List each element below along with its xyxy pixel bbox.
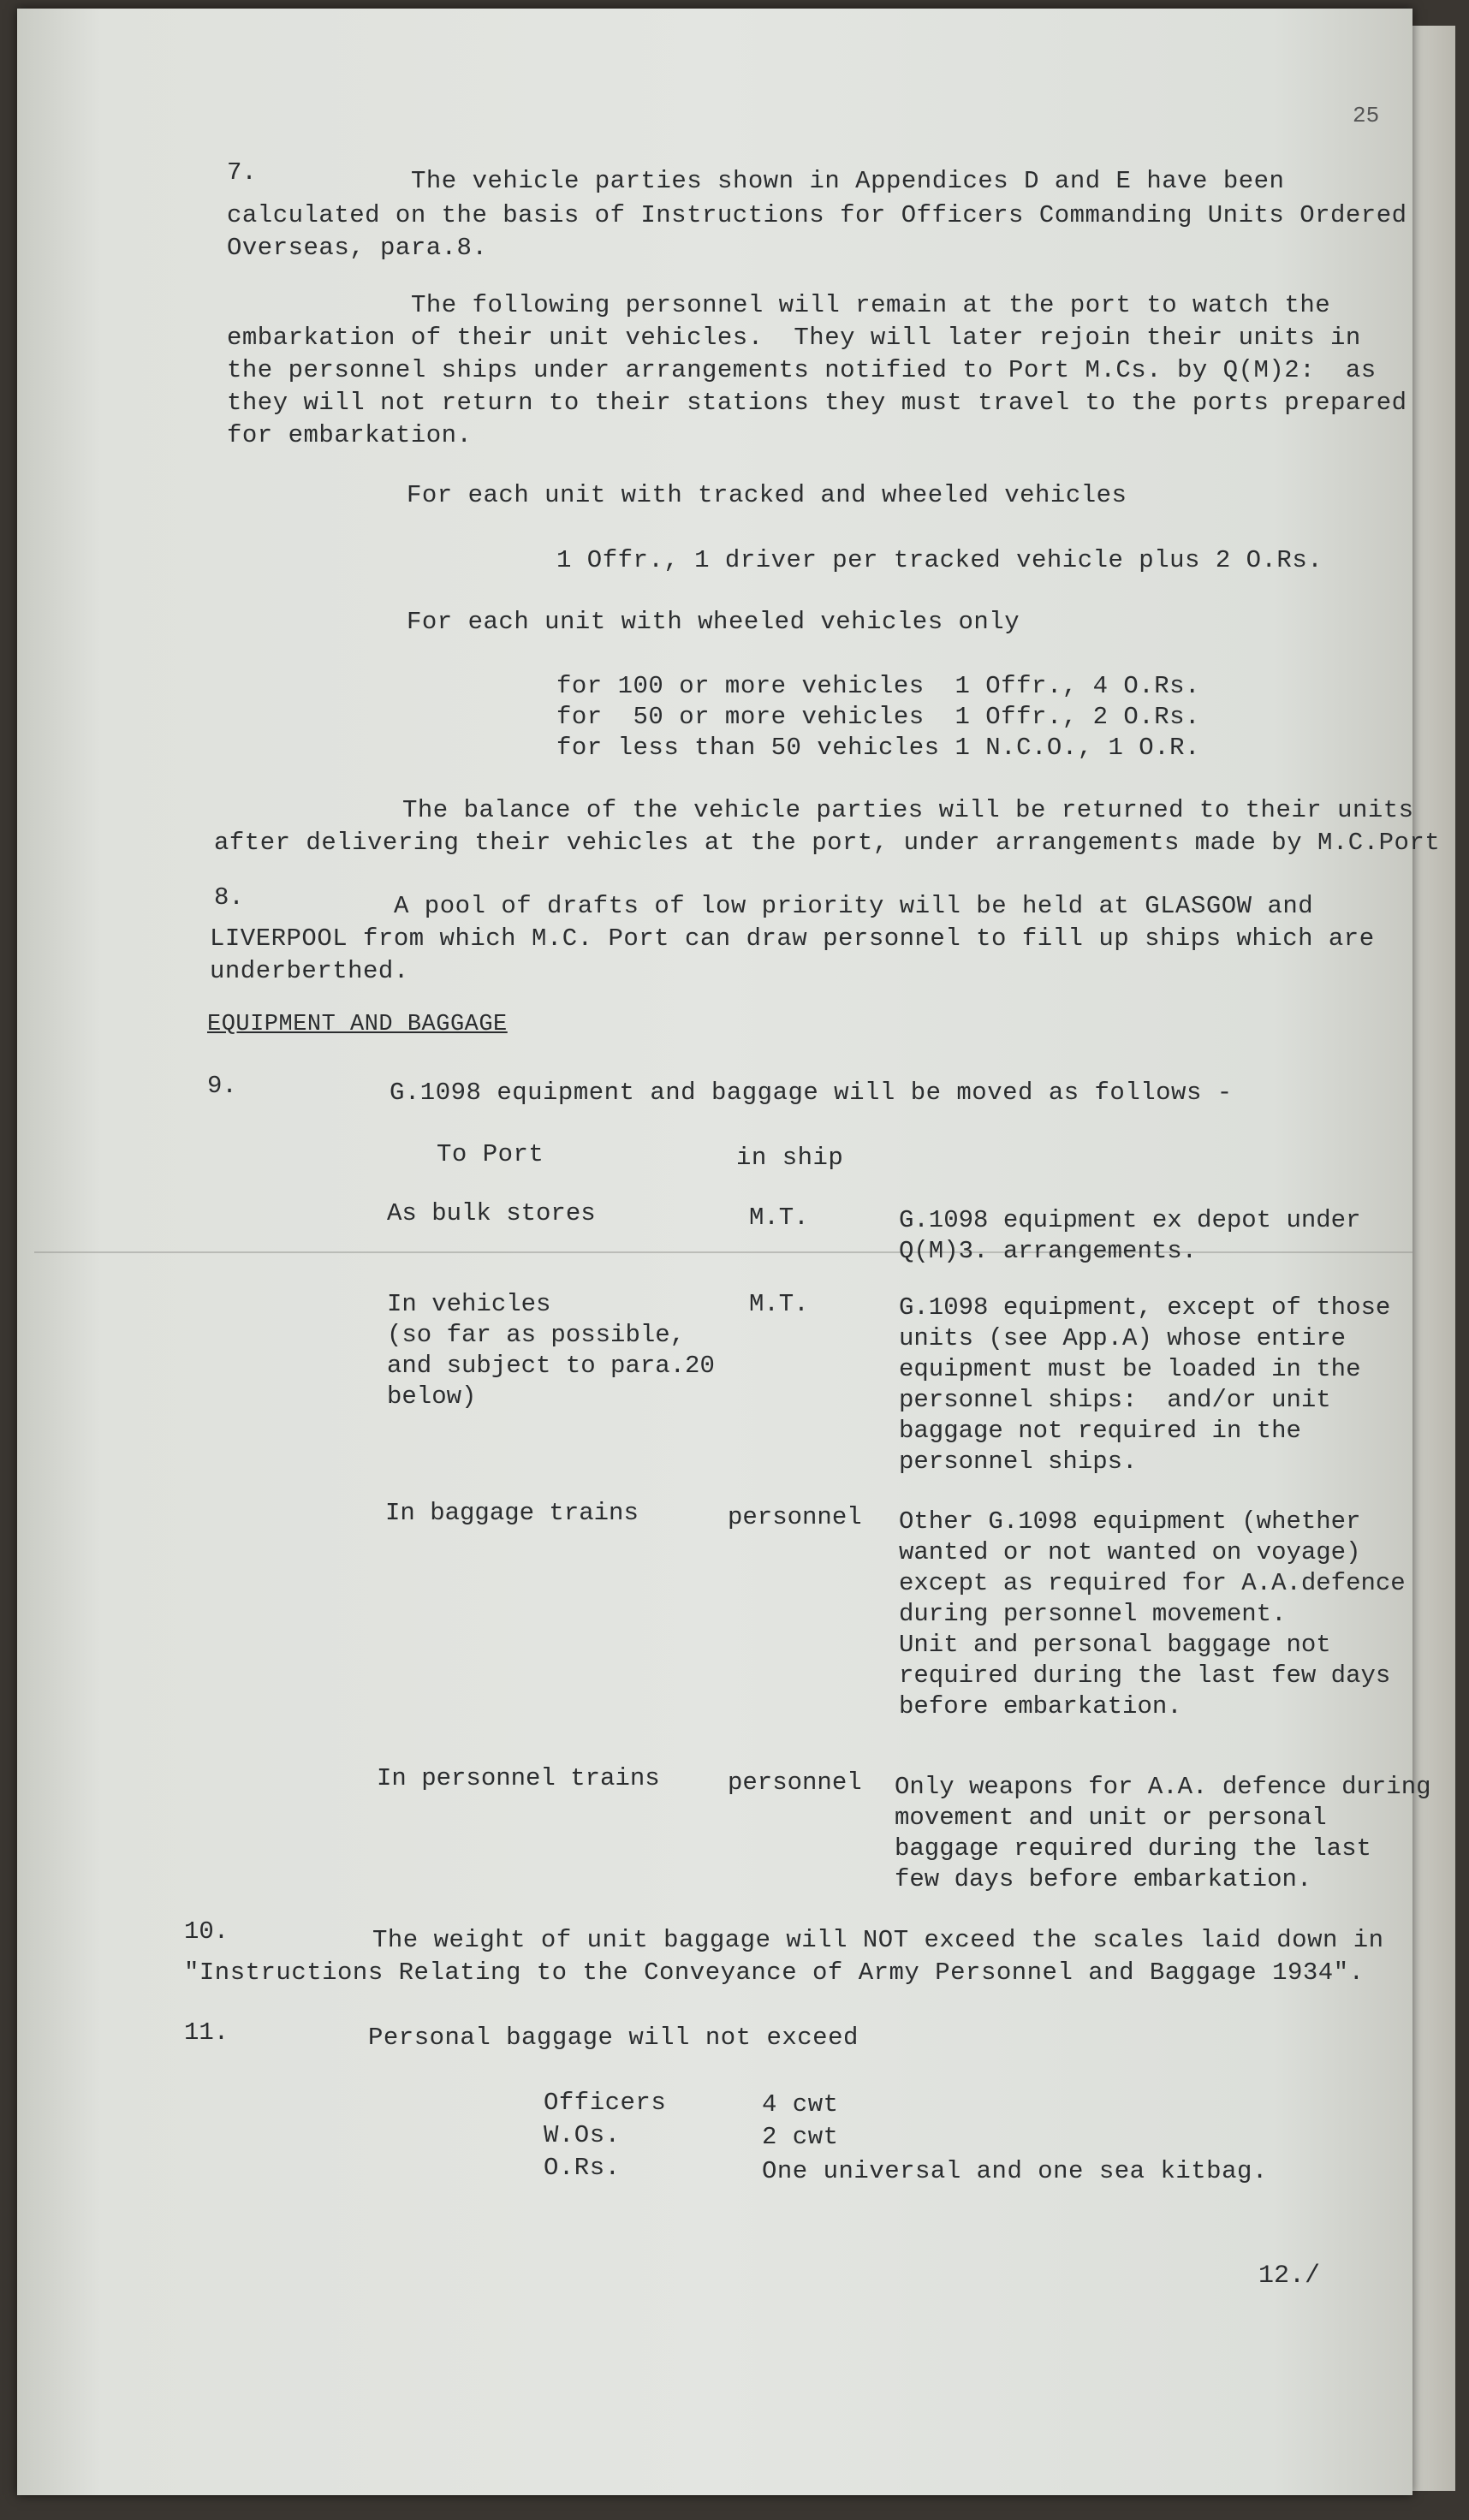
- corner-page-mark: 25: [1353, 103, 1380, 128]
- para-7-line: calculated on the basis of Instructions for Officers Commanding Units Ordered: [227, 201, 1407, 229]
- baggage-limit: 4 cwt: [762, 2090, 839, 2119]
- para-7-line: Overseas, para.8.: [227, 234, 488, 262]
- para-9-intro: G.1098 equipment and baggage will be moved as follows -: [390, 1079, 1233, 1107]
- baggage-limit: 2 cwt: [762, 2123, 839, 2151]
- baggage-rank: O.Rs.: [544, 2154, 621, 2182]
- para-9-number: 9.: [207, 1072, 237, 1100]
- col-header-to-port: To Port: [437, 1140, 544, 1168]
- row-detail: G.1098 equipment ex depot under Q(M)3. arrangements.: [899, 1206, 1361, 1265]
- para-11-number: 11.: [184, 2018, 229, 2047]
- baggage-rank: Officers: [544, 2089, 667, 2117]
- row-detail: Only weapons for A.A. defence during movement and unit or personal baggage required during the last few days before embarkation.: [895, 1773, 1431, 1893]
- para-11-intro: Personal baggage will not exceed: [368, 2024, 859, 2052]
- row-detail: G.1098 equipment, except of those units (see App.A) whose entire equipment must be loaded in the personnel ships: and/or unit baggage not required in the personnel ships.: [899, 1293, 1391, 1476]
- balance-line: after delivering their vehicles at the port, under arrangements made by M.C.Port: [214, 829, 1441, 857]
- row-to-port: In personnel trains: [377, 1764, 660, 1792]
- balance-line: The balance of the vehicle parties will be returned to their units: [402, 796, 1414, 824]
- row-in-ship: personnel: [728, 1503, 862, 1531]
- row-to-port: In baggage trains: [385, 1499, 639, 1527]
- wheeled-row: for less than 50 vehicles 1 N.C.O., 1 O.R.: [556, 734, 1200, 762]
- baggage-rank: W.Os.: [544, 2121, 621, 2149]
- row-to-port: In vehicles (so far as possible, and subject to para.20 below): [387, 1290, 715, 1411]
- row-to-port: As bulk stores: [387, 1199, 596, 1227]
- para-10-number: 10.: [184, 1917, 229, 1946]
- para-7-p2-line: they will not return to their stations they must travel to the ports prepared: [227, 389, 1407, 417]
- tracked-line: 1 Offr., 1 driver per tracked vehicle plus 2 O.Rs.: [556, 546, 1323, 574]
- row-in-ship: M.T.: [749, 1204, 809, 1232]
- para-7-p2-line: the personnel ships under arrangements notified to Port M.Cs. by Q(M)2: as: [227, 356, 1377, 384]
- para-7-p2-line: for embarkation.: [227, 421, 473, 449]
- para-10-line: The weight of unit baggage will NOT exceed the scales laid down in: [372, 1926, 1384, 1954]
- para-8-line: LIVERPOOL from which M.C. Port can draw personnel to fill up ships which are: [210, 924, 1375, 953]
- baggage-limit: One universal and one sea kitbag.: [762, 2157, 1268, 2185]
- para-10-line: "Instructions Relating to the Conveyance of Army Personnel and Baggage 1934".: [184, 1958, 1365, 1987]
- section-heading: EQUIPMENT AND BAGGAGE: [207, 1012, 508, 1037]
- document-page: [17, 9, 1441, 2495]
- para-7-line: The vehicle parties shown in Appendices D and E have been: [411, 167, 1285, 195]
- row-in-ship: personnel: [728, 1768, 862, 1797]
- wheeled-row: for 100 or more vehicles 1 Offr., 4 O.Rs.: [556, 672, 1200, 700]
- wheeled-row: for 50 or more vehicles 1 Offr., 2 O.Rs.: [556, 703, 1200, 731]
- col-header-in-ship: in ship: [736, 1144, 844, 1172]
- wheeled-heading: For each unit with wheeled vehicles only: [407, 608, 1020, 636]
- para-7-number: 7.: [227, 158, 257, 187]
- row-in-ship: M.T.: [749, 1290, 809, 1318]
- tracked-heading: For each unit with tracked and wheeled vehicles: [407, 481, 1127, 509]
- next-page-marker: 12./: [1258, 2261, 1321, 2291]
- para-7-p2-line: The following personnel will remain at the port to watch the: [411, 291, 1331, 319]
- para-8-number: 8.: [214, 883, 244, 912]
- para-8-line: A pool of drafts of low priority will be held at GLASGOW and: [394, 892, 1314, 920]
- row-detail: Other G.1098 equipment (whether wanted or not wanted on voyage) except as required for A.A.defence during personnel movement. Unit and personal baggage not required during the last few days before embarkation.: [899, 1507, 1406, 1721]
- para-7-p2-line: embarkation of their unit vehicles. They will later rejoin their units in: [227, 324, 1361, 352]
- para-8-line: underberthed.: [210, 957, 409, 985]
